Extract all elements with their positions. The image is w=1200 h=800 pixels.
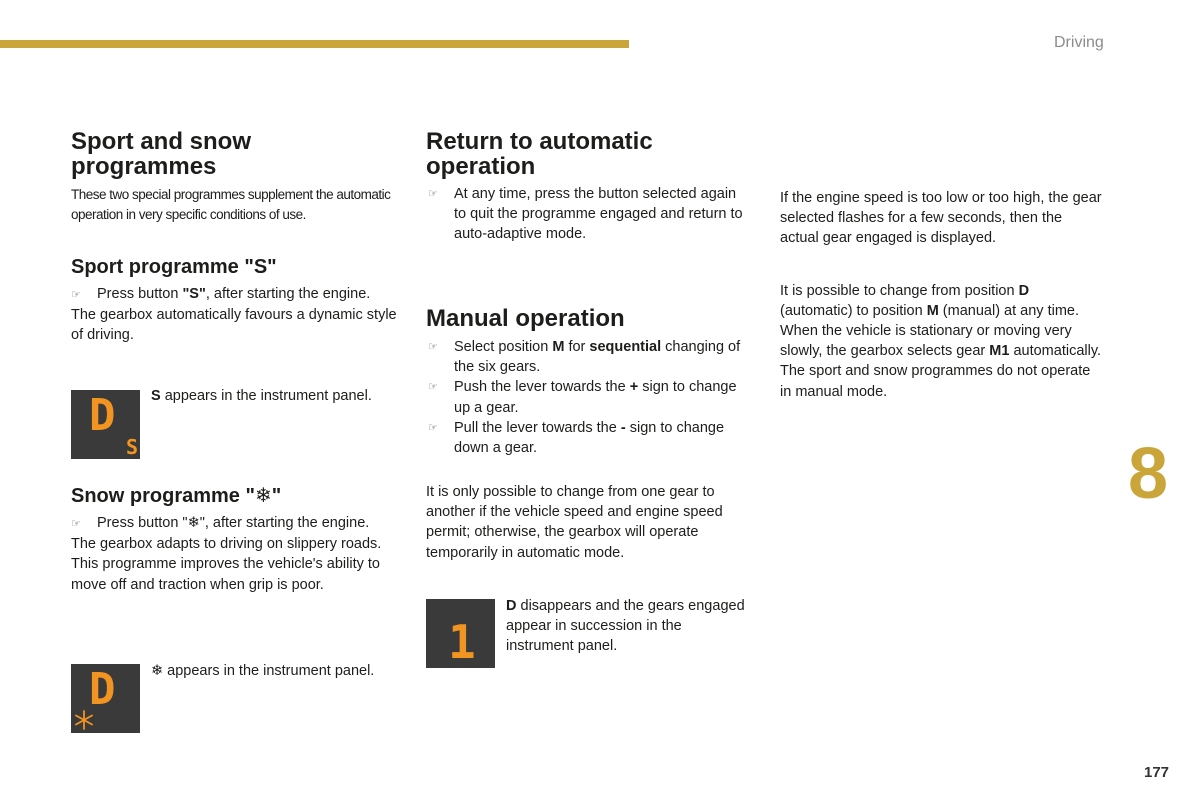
- pointing-hand-icon: ☞: [428, 188, 438, 200]
- sport-text: The gearbox automatically favours a dynamic style of driving.: [71, 307, 397, 344]
- display-gear: 1: [448, 615, 476, 669]
- section-title: Sport and snow programmes: [71, 128, 251, 180]
- gear-notes: [780, 188, 1102, 402]
- pointing-hand-icon: ☞: [428, 421, 438, 434]
- manual-bullet-3: ☞ Pull the lever towards the - sign to change down a gear.: [428, 419, 725, 457]
- pointing-hand-icon: ☞: [428, 341, 438, 353]
- section-label: Driving: [1054, 34, 1104, 51]
- snow-text-1: The gearbox adapts to driving on slippery roads.: [71, 536, 382, 553]
- pointing-hand-icon: ☞: [428, 381, 438, 394]
- page-number: 177: [1144, 764, 1170, 781]
- pointing-hand-icon: ☞: [71, 289, 81, 301]
- manual-panel-caption: D disappears and the gears engaged appear in succession in the instrument panel.: [506, 598, 745, 655]
- return-bullet: ☞ At any time, press the button selected again to quit the programme engaged and return to auto-adaptive mode.: [428, 186, 743, 243]
- snow-bullet: ☞ Press button "❄", after starting the engine.: [71, 515, 370, 531]
- display-gear: D: [89, 664, 116, 715]
- header-accent-bar: [0, 40, 629, 48]
- return-title: Return to automatic operation: [426, 128, 653, 180]
- snow-display: [71, 664, 140, 733]
- sport-panel-caption: S appears in the instrument panel.: [151, 388, 372, 404]
- manual-bullet-1: ☞ Select position M for sequential changing of the six gears.: [428, 339, 741, 376]
- sport-snow-section: [71, 129, 401, 179]
- manual-display: [426, 599, 495, 668]
- note-stationary: When the vehicle is stationary or moving very slowly, the gearbox selects gear M1 automatically.: [780, 323, 1102, 360]
- display-gear: D: [89, 390, 116, 441]
- chapter-number: 8: [1128, 434, 1169, 514]
- display-mode: S: [125, 435, 138, 459]
- note-engine-speed: If the engine speed is too low or too high, the gear selected flashes for a few seconds, then the actual gear engaged is displayed.: [780, 190, 1102, 247]
- manual-bullets: [426, 337, 746, 458]
- sport-heading: Sport programme "S": [71, 256, 277, 278]
- snow-heading: Snow programme "❄": [71, 485, 282, 507]
- note-change-position: It is possible to change from position D (automatic) to position M (manual) at any time.: [780, 282, 1080, 319]
- sport-display: [71, 390, 140, 459]
- snowflake-icon: [73, 709, 95, 731]
- note-programmes: The sport and snow programmes do not operate in manual mode.: [780, 363, 1091, 400]
- manual-heading: Manual operation: [426, 305, 625, 332]
- pointing-hand-icon: ☞: [71, 518, 81, 530]
- sport-instructions: [71, 284, 401, 346]
- manual-text: It is only possible to change from one gear to another if the vehicle speed and engine speed permit; otherwise, the gearbox will operate temporarily in automatic mode.: [426, 484, 723, 561]
- sport-bullet: ☞ Press button "S", after starting the engine.: [71, 286, 371, 302]
- manual-bullet-2: ☞ Push the lever towards the + sign to change up a gear.: [428, 379, 737, 416]
- snow-panel-caption: ❄ appears in the instrument panel.: [151, 663, 375, 679]
- intro-text: These two special programmes supplement the automatic operation in very specific conditions of use.: [71, 187, 391, 223]
- snow-text-2: This programme improves the vehicle's ability to move off and traction when grip is poor.: [71, 556, 380, 593]
- snow-instructions: [71, 513, 401, 595]
